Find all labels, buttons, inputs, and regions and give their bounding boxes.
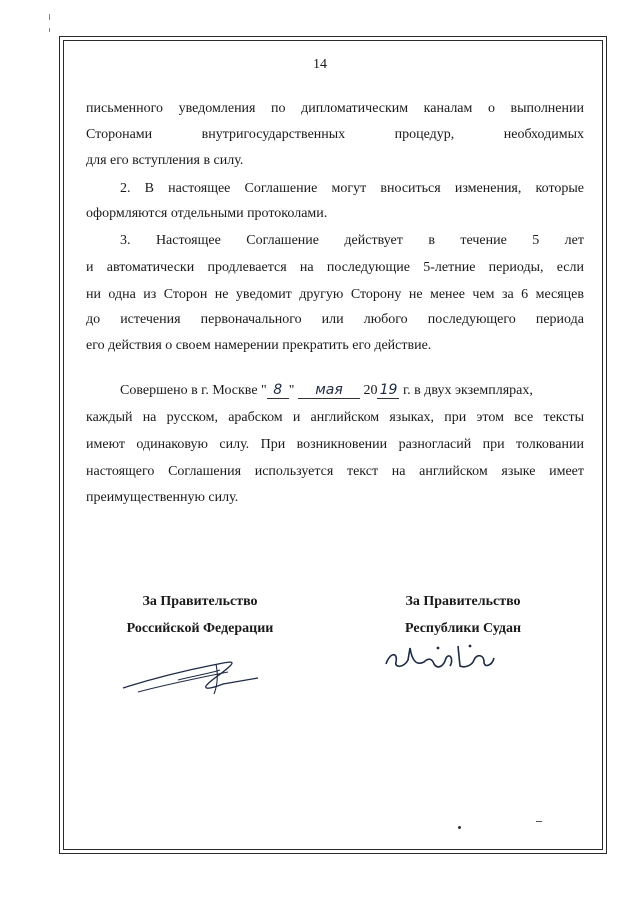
closing-line: имеют одинаковую силу. При возникновении разногласий при толковании (86, 437, 584, 452)
page-number: 14 (313, 57, 327, 72)
closing-line: каждый на русском, арабском и английском языках, при этом все тексты (86, 410, 584, 425)
year-prefix: 20 (363, 383, 378, 398)
body-line: ни одна из Сторон не уведомит другую Сторону не менее чем за 6 месяцев (86, 287, 584, 302)
closing-line: настоящего Соглашения используется текст на английском языке имеет (86, 464, 584, 479)
signatory-left-line2: Российской Федерации (126, 621, 274, 636)
body-line: Сторонами внутригосударственных процедур, необходимых (86, 127, 584, 142)
handwritten-day: 8 (267, 382, 289, 399)
signatory-right-line2: Республики Судан (404, 621, 522, 636)
body-line: его действия о своем намерении прекратить его действие. (86, 338, 432, 353)
closing-suffix: г. в двух экземплярах, (399, 383, 533, 398)
signatory-right-line1: За Правительство (405, 594, 521, 609)
closing-prefix: Совершено в г. Москве " (120, 383, 267, 398)
scan-mark (49, 28, 50, 32)
body-line: 3. Настоящее Соглашение действует в течение 5 лет (120, 233, 584, 248)
closing-first-line (120, 382, 533, 399)
signature-left (118, 650, 268, 700)
body-line: письменного уведомления по дипломатическим каналам о выполнении (86, 101, 584, 116)
body-line: до истечения первоначального или любого последующего периода (86, 312, 584, 327)
body-line: и автоматически продлевается на последующие 5-летние периоды, если (86, 260, 584, 275)
scan-mark (49, 14, 50, 20)
signatory-left-line1: За Правительство (142, 594, 258, 609)
closing-quote: " (288, 383, 295, 398)
handwritten-year: 19 (377, 382, 399, 399)
handwritten-month: мая (298, 382, 360, 399)
body-line: оформляются отдельными протоколами. (86, 206, 328, 221)
body-line: для его вступления в силу. (86, 153, 244, 168)
body-line: 2. В настоящее Соглашение могут вноситься изменения, которые (120, 181, 584, 196)
signatory-left (100, 588, 300, 642)
closing-line: преимущественную силу. (86, 490, 239, 505)
signature-right (380, 638, 500, 676)
signatory-right (368, 588, 558, 642)
scan-dash (536, 821, 542, 822)
scan-dot (458, 826, 461, 829)
